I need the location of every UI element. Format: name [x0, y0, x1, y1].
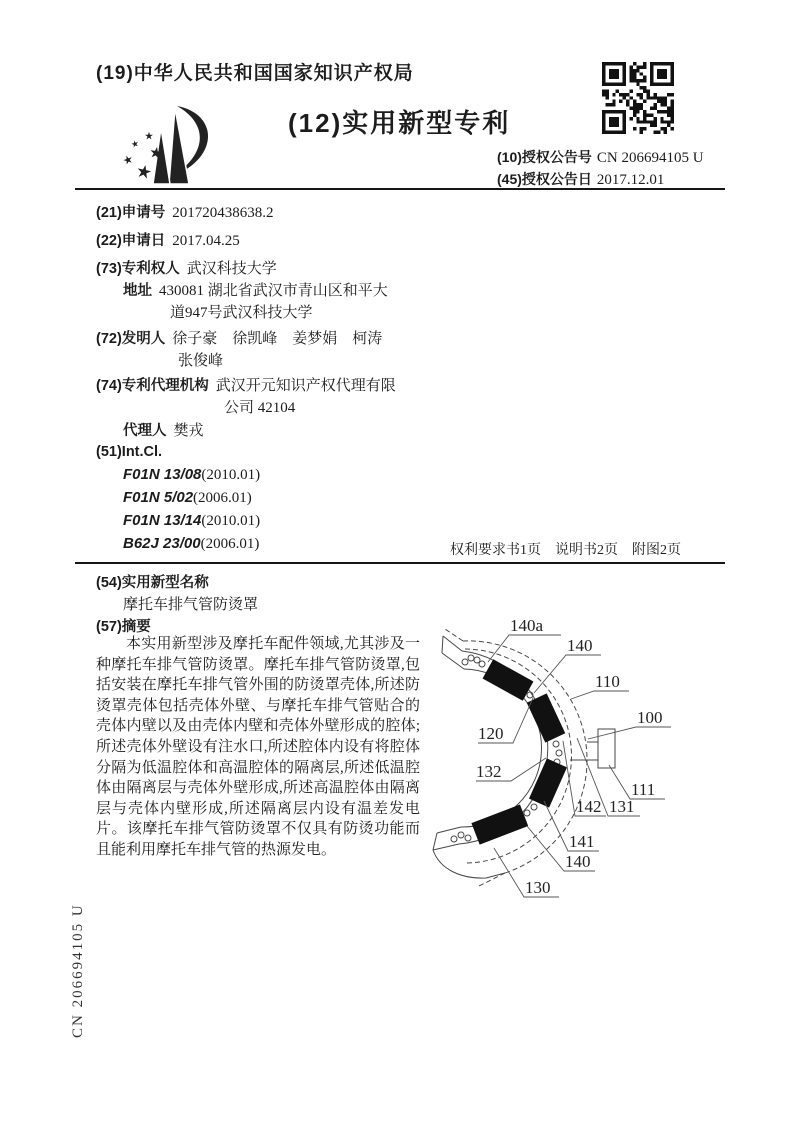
- leader-line: [571, 691, 629, 699]
- teg-segments: [471, 659, 567, 844]
- ipc-version: (2010.01): [201, 513, 261, 529]
- ipc-entry: [123, 466, 260, 484]
- publication-date-row: [497, 169, 664, 189]
- ipc-code: F01N 5/02: [123, 489, 194, 506]
- office-name: (19)中华人民共和国国家知识产权局: [96, 63, 414, 84]
- logo-tower-left: [153, 128, 170, 184]
- outer-wall-bottom-end: [479, 873, 505, 886]
- address-row: [123, 279, 388, 300]
- patentee-value: 武汉科技大学: [186, 261, 277, 277]
- header-divider: [75, 188, 725, 190]
- ipc-version: (2006.01): [193, 490, 252, 506]
- agency-row-cont: [217, 396, 295, 417]
- patent-figure: [430, 598, 730, 913]
- app-date-label: (22)申请日: [96, 233, 166, 249]
- inventors-line2: 张俊峰: [178, 353, 224, 369]
- teg-segment: [527, 693, 566, 742]
- invention-title: 摩托车排气管防烫罩: [123, 597, 259, 613]
- figure-label: 140a: [510, 616, 544, 635]
- inventors-label: (72)发明人: [96, 331, 166, 347]
- figure-label: 131: [609, 797, 635, 816]
- teg-segment: [471, 804, 528, 844]
- pub-date-label: (45)授权公告日: [497, 171, 592, 187]
- address-line2: 道947号武汉科技大学: [170, 305, 313, 321]
- qr-code-icon: [599, 62, 677, 134]
- ipc-version: (2006.01): [200, 536, 260, 552]
- figure-label: 142: [576, 797, 602, 816]
- figure-label: 140: [567, 636, 593, 655]
- figure-label: 120: [478, 724, 504, 743]
- abstract-text: 本实用新型涉及摩托车配件领域,尤其涉及一种摩托车排气管防烫罩。摩托车排气管防烫罩,包括安装在摩托车排气管外围的防烫罩壳体,所述防烫罩壳体包括壳体外壁、与摩托车排气管贴合的壳体内壁以及由壳体内壁和壳体外壁形成的腔体;所述壳体外壁设有注水口,所述腔体内设有将腔体分隔为低温腔体和高温腔体的隔离层,所述低温腔体由隔离层与壳体外壁形成,所述高温腔体由隔离层与壳体内壁形成,所述隔离层内设有温差发电片。该摩托车排气管防烫罩不仅具有防烫功能而且能利用摩托车排气管的热源发电。: [96, 636, 420, 858]
- water-inlet-connectors: [570, 742, 598, 760]
- inner-band-inner-edge: [461, 669, 542, 827]
- teg-segment: [483, 659, 534, 701]
- address-row-cont: [163, 301, 313, 322]
- figure-labels: [476, 616, 663, 897]
- band-top-end-cap: [442, 636, 464, 669]
- biblio-divider: [75, 562, 725, 564]
- ipc-entry: [123, 489, 252, 507]
- figure-label: 132: [476, 762, 502, 781]
- leader-line: [534, 655, 601, 693]
- sipo-logo-icon: [115, 96, 227, 190]
- agency-label: (74)专利代理机构: [96, 378, 209, 394]
- leader-line: [488, 635, 561, 662]
- ipc-entry: [123, 535, 259, 553]
- app-no-label: (21)申请号: [96, 205, 166, 221]
- agency-line2: 公司 42104: [224, 400, 296, 416]
- app-date-value: 2017.04.25: [172, 233, 240, 249]
- agency-row: [96, 374, 396, 395]
- figure-label: 141: [569, 832, 595, 851]
- agent-value: 樊戎: [173, 423, 204, 439]
- patentee-label: (73)专利权人: [96, 261, 180, 277]
- inventors-row: [96, 327, 382, 348]
- figure-label: 140: [565, 852, 591, 871]
- patentee-row: [96, 257, 277, 278]
- abstract-label: (57)摘要: [96, 619, 151, 635]
- figure-label: 111: [631, 780, 656, 799]
- ipc-version: (2010.01): [201, 467, 261, 483]
- pub-no-label: (10)授权公告号: [497, 149, 592, 165]
- logo-tower-right: [169, 108, 189, 184]
- pub-no-value: CN 206694105 U: [596, 150, 704, 166]
- figure-label: 100: [637, 708, 663, 727]
- ipc-code: F01N 13/08: [123, 466, 202, 483]
- side-publication-code: CN 206694105 U: [70, 903, 86, 1038]
- figure-label: 110: [595, 672, 620, 691]
- pages-info: 权利要求书1页 说明书2页 附图2页: [450, 543, 681, 558]
- intcl-label: (51)Int.Cl.: [96, 444, 163, 460]
- intcl-row: [96, 444, 162, 461]
- agent-row: [123, 419, 204, 440]
- publication-number-row: [497, 147, 704, 167]
- agency-line1: 武汉开元知识产权代理有限: [215, 378, 396, 394]
- water-inlet-rect: [598, 729, 615, 768]
- address-label: 地址: [123, 283, 152, 299]
- application-date-row: [96, 229, 240, 250]
- address-line1: 430081 湖北省武汉市青山区和平大: [159, 283, 388, 299]
- app-no-value: 201720438638.2: [172, 205, 274, 221]
- inventors-row-cont: [171, 349, 223, 370]
- pub-date-value: 2017.12.01: [596, 172, 665, 188]
- inventors-line1: 徐子豪 徐凯峰 姜梦娟 柯涛: [172, 331, 383, 347]
- shell-bottom-edge: [433, 850, 505, 878]
- figure-label: 130: [525, 878, 551, 897]
- ipc-code: F01N 13/14: [123, 512, 202, 529]
- title-label: (54)实用新型名称: [96, 575, 209, 591]
- agent-label: 代理人: [123, 423, 167, 439]
- ipc-code: B62J 23/00: [123, 535, 201, 552]
- application-number-row: [96, 201, 274, 222]
- ipc-entry: [123, 512, 260, 530]
- doc-type-title: (12)实用新型专利: [288, 108, 511, 138]
